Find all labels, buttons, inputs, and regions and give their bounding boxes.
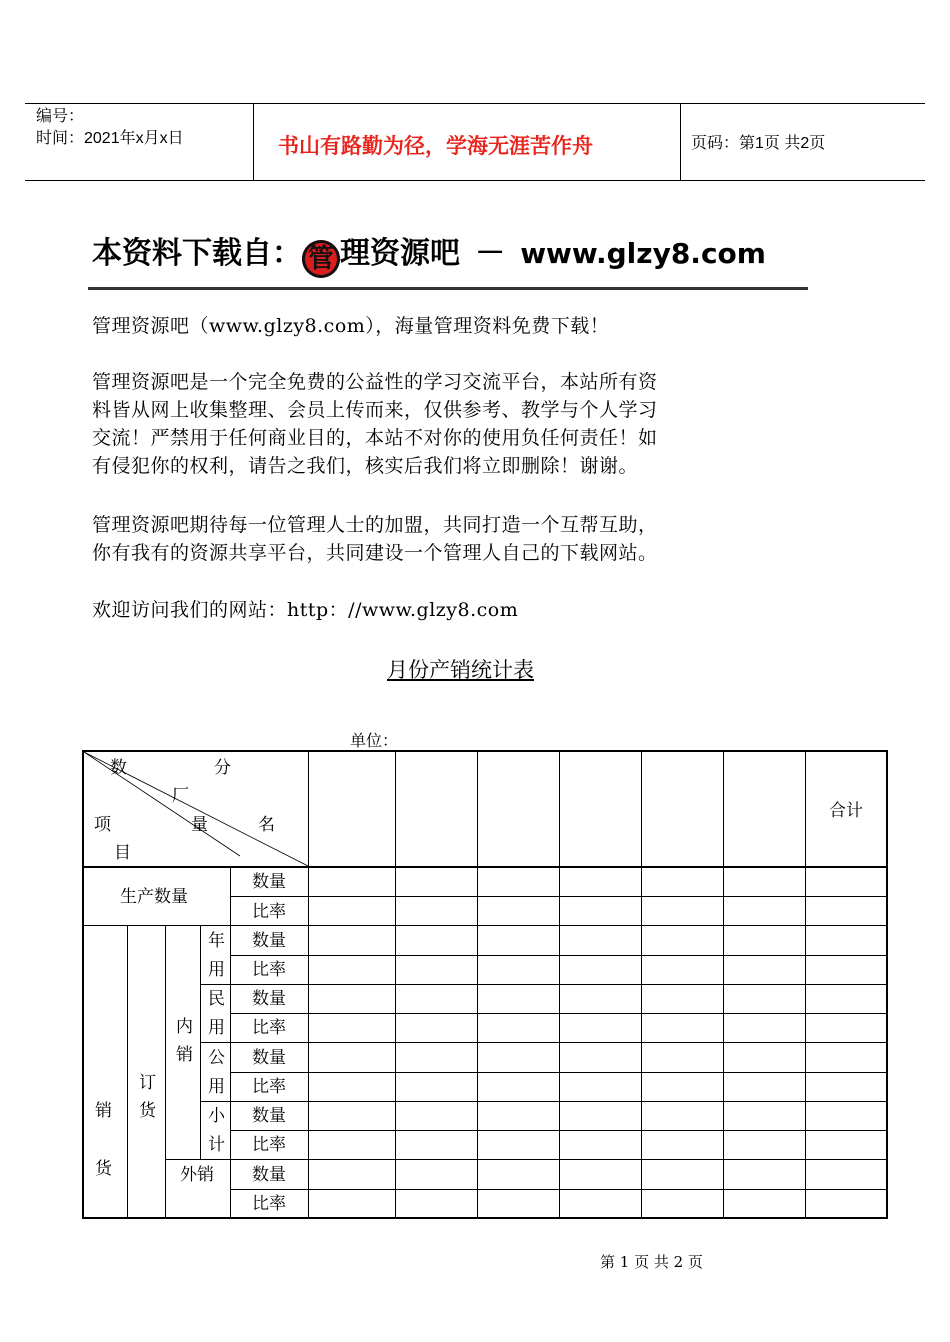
total-header: 合计 [829, 801, 863, 821]
sales-label-b: 货 [95, 1159, 112, 1179]
corner-liang: 量 [191, 815, 208, 835]
page-label: 页码：第1页 共2页 [691, 135, 826, 152]
row-line [230, 1189, 888, 1190]
row-line [230, 955, 888, 956]
civil-label-a: 民 [208, 989, 225, 1009]
metric-qty: 数量 [252, 931, 286, 951]
page-title: 月份产销统计表 [387, 658, 534, 682]
subtotal-label-a: 小 [208, 1106, 225, 1126]
metric-ratio: 比率 [252, 960, 286, 980]
page-footer: 第 1 页 共 2 页 [600, 1253, 703, 1271]
metric-ratio: 比率 [252, 1194, 286, 1214]
banner-prefix: 本资料下载自： [92, 236, 302, 271]
banner-url[interactable]: www.glzy8.com [520, 237, 766, 270]
row-line [230, 1130, 888, 1131]
metric-qty: 数量 [252, 1048, 286, 1068]
col-line-domestic [200, 926, 201, 1160]
banner-rule [88, 287, 808, 290]
row-line [82, 925, 888, 926]
row-line [200, 1042, 888, 1043]
site-logo: 管 [302, 240, 340, 278]
corner-chang: 厂 [172, 786, 189, 806]
ad-p2-line: 料皆从网上收集整理、会员上传而来，仅供参考、教学与个人学习 [92, 399, 658, 421]
annual-label-a: 年 [208, 931, 225, 951]
public-label-b: 用 [208, 1077, 225, 1097]
corner-ming: 名 [258, 815, 275, 835]
download-banner [92, 228, 766, 278]
ad-line1: 管理资源吧（www.glzy8.com），海量管理资料免费下载！ [92, 315, 610, 337]
header-divider-left [253, 103, 254, 181]
row-line-header [82, 866, 888, 868]
metric-ratio: 比率 [252, 1135, 286, 1155]
corner-mu: 目 [114, 843, 131, 863]
row-line [230, 896, 888, 897]
corner-fen: 分 [214, 758, 231, 778]
row-line [165, 1159, 888, 1160]
production-label: 生产数量 [120, 887, 188, 907]
metric-ratio: 比率 [252, 902, 286, 922]
ad-p3-line: 管理资源吧期待每一位管理人士的加盟，共同打造一个互帮互助， [92, 514, 658, 536]
banner-dash: － [475, 236, 506, 271]
serial-label: 编号： [36, 108, 85, 125]
motto: 书山有路勤为径，学海无涯苦作舟 [278, 134, 593, 158]
domestic-label-b: 销 [176, 1045, 193, 1065]
metric-qty: 数量 [252, 1106, 286, 1126]
annual-label-b: 用 [208, 960, 225, 980]
table-border-bottom [82, 1217, 888, 1219]
subtotal-label-b: 计 [208, 1135, 225, 1155]
corner-shu: 数 [110, 758, 127, 778]
ad-p2-line: 管理资源吧是一个完全免费的公益性的学习交流平台，本站所有资 [92, 371, 658, 393]
metric-qty: 数量 [252, 872, 286, 892]
export-label: 外销 [180, 1165, 214, 1185]
row-line [200, 984, 888, 985]
metric-ratio: 比率 [252, 1077, 286, 1097]
unit-label: 单位： [350, 731, 399, 750]
banner-site-name: 理资源吧 [340, 236, 460, 271]
metric-qty: 数量 [252, 989, 286, 1009]
sales-label-a: 销 [95, 1101, 112, 1121]
ad-p3-line: 你有我有的资源共享平台，共同建设一个管理人自己的下载网站。 [92, 542, 658, 564]
ad-paragraph-3 [92, 511, 658, 567]
civil-label-b: 用 [208, 1018, 225, 1038]
domestic-label-a: 内 [176, 1017, 193, 1037]
time-label: 时间：2021年x月x日 [36, 130, 184, 147]
col-line-sales [127, 926, 128, 1218]
public-label-a: 公 [208, 1048, 225, 1068]
corner-xiang: 项 [94, 815, 111, 835]
ad-p2-line: 交流！严禁用于任何商业目的，本站不对你的使用负任何责任！如 [92, 427, 658, 449]
order-label-b: 货 [139, 1101, 156, 1121]
row-line [230, 1072, 888, 1073]
header-top-rule [25, 103, 925, 104]
ad-visit: 欢迎访问我们的网站：http：//www.glzy8.com [92, 599, 519, 621]
metric-qty: 数量 [252, 1165, 286, 1185]
row-line [230, 1013, 888, 1014]
ad-paragraph-2 [92, 368, 658, 480]
ad-p2-line: 有侵犯你的权利，请告之我们，核实后我们将立即删除！谢谢。 [92, 455, 639, 477]
metric-ratio: 比率 [252, 1018, 286, 1038]
row-line [200, 1101, 888, 1102]
col-line-order [165, 926, 166, 1218]
order-label-a: 订 [139, 1073, 156, 1093]
header-bottom-rule [25, 180, 925, 181]
header-divider-right [680, 103, 681, 181]
